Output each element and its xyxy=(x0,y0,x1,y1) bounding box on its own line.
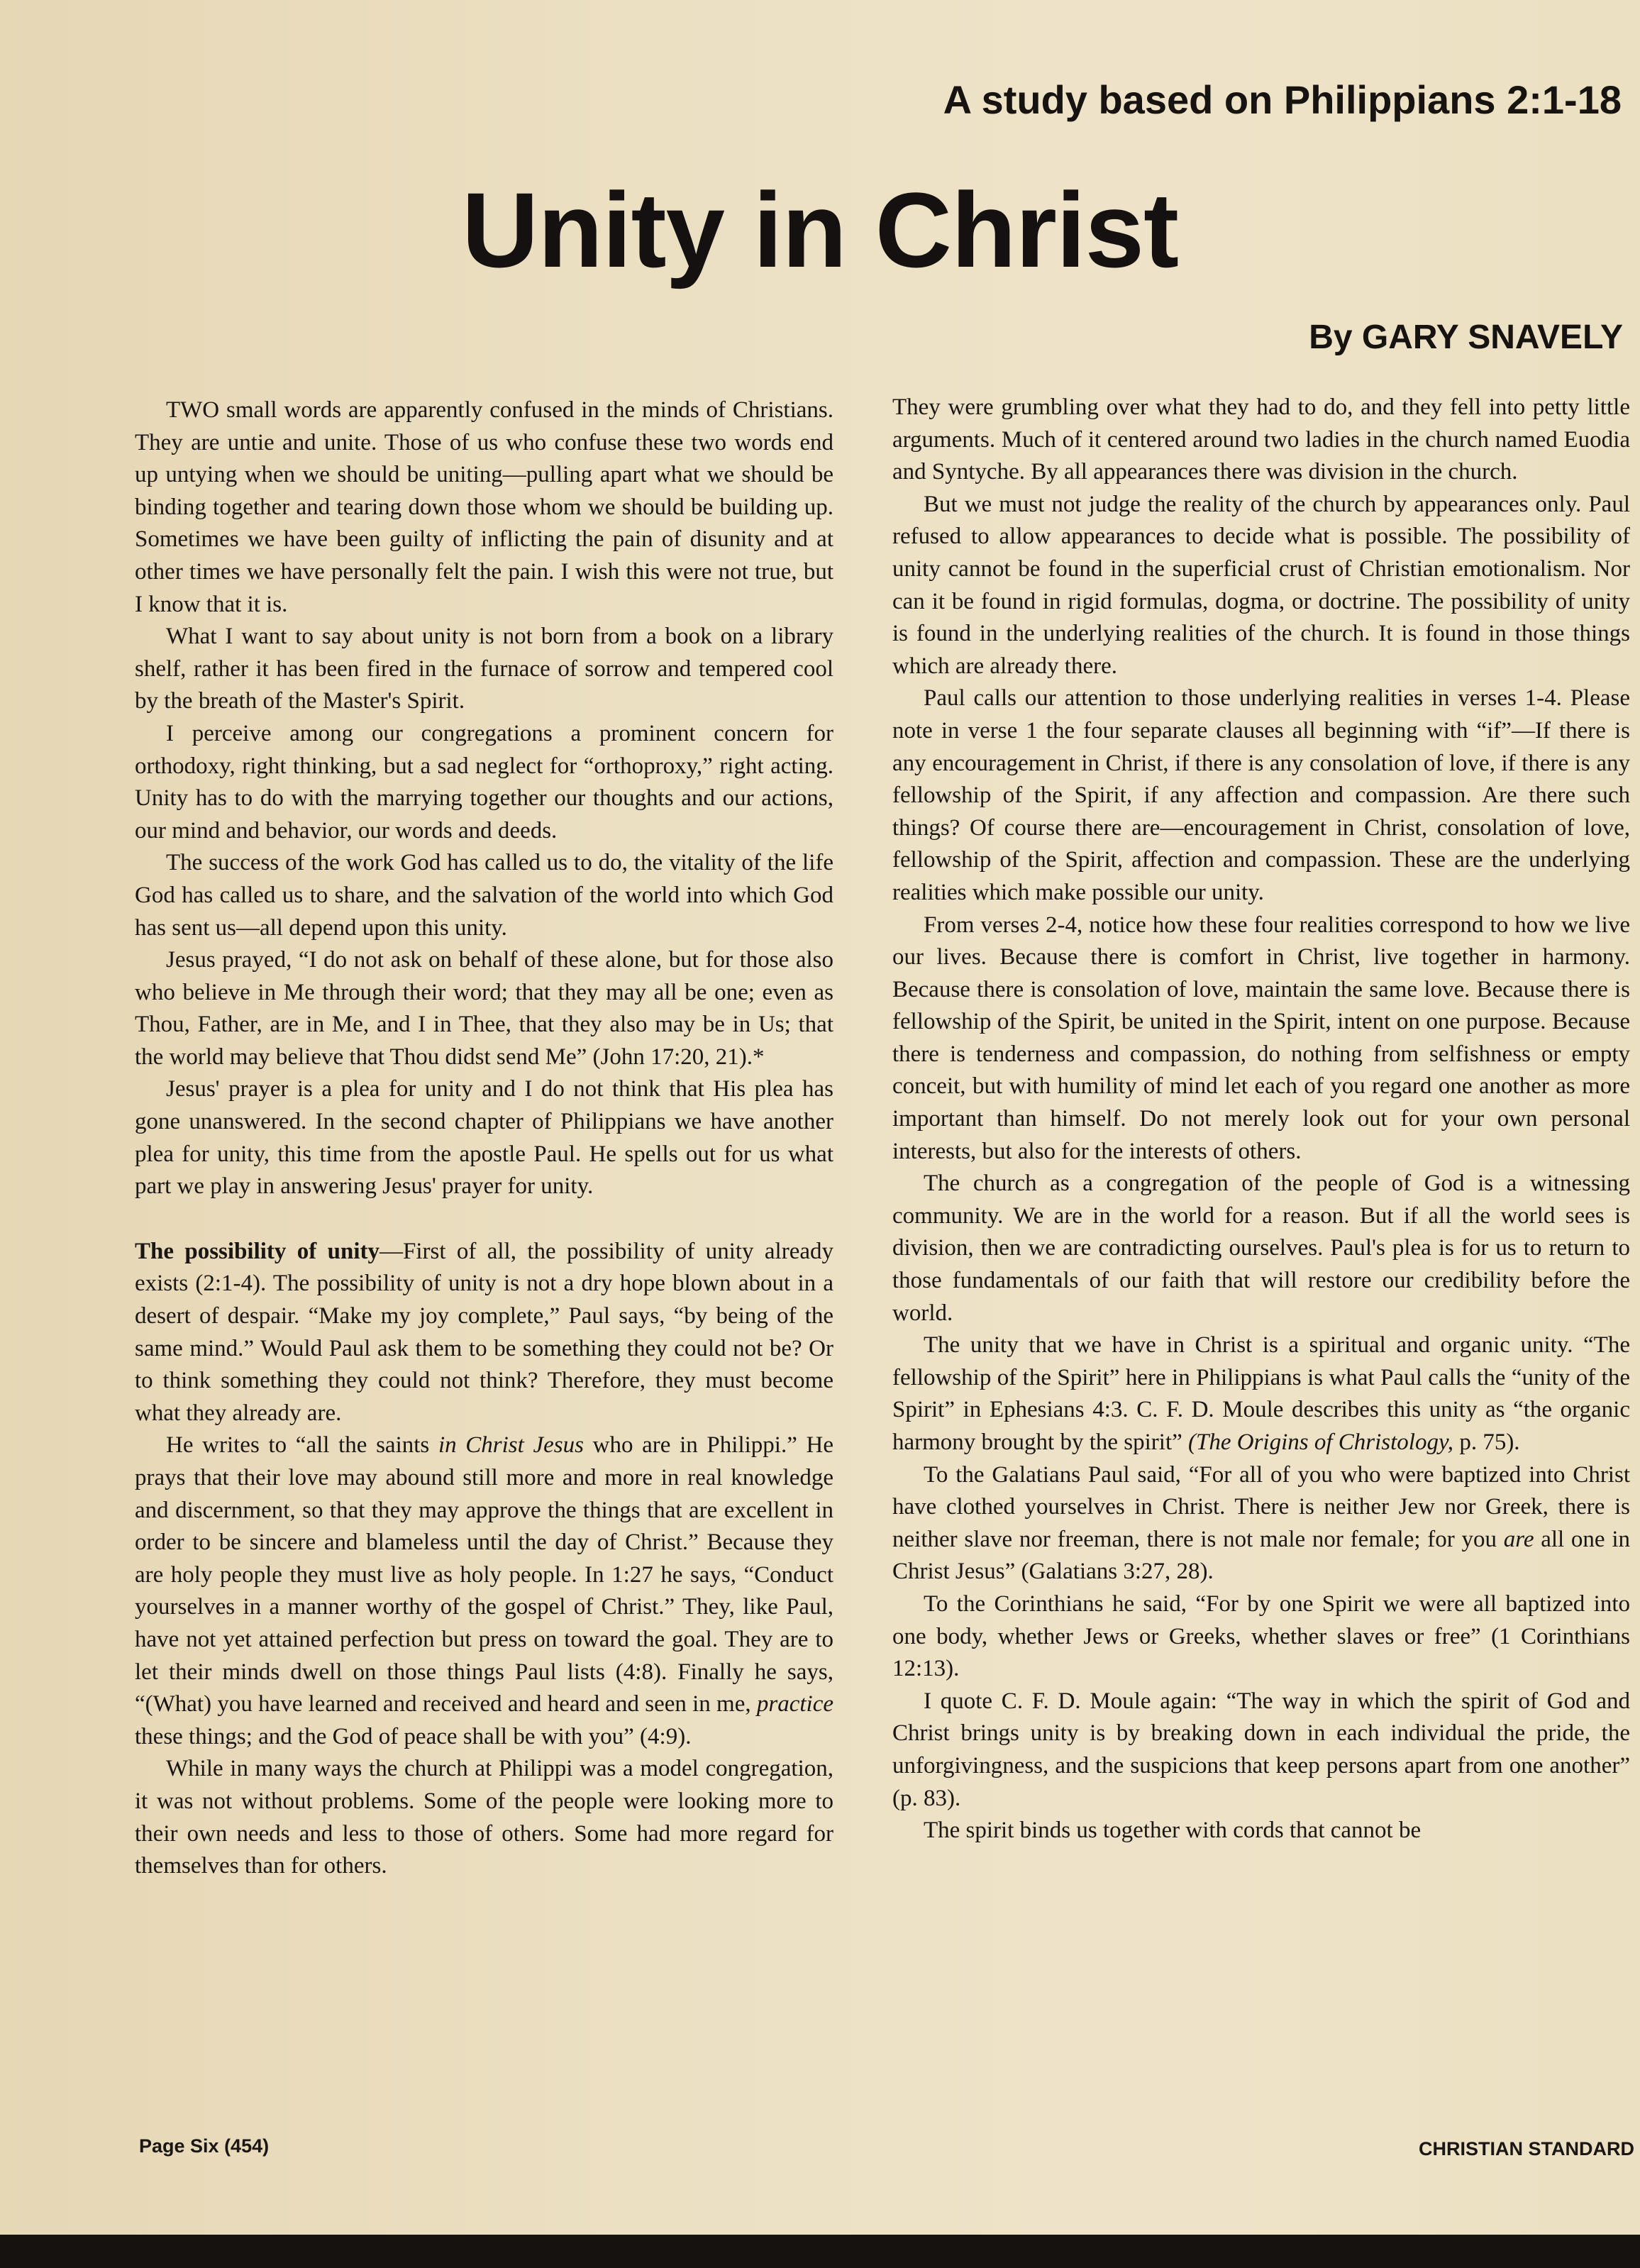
body-paragraph: Paul calls our attention to those underlying realities in verses 1-4. Please note in verse 1 the four separate clauses all beginning with “if”—If there is any encouragement in Christ, if there is any consolation of love, if there is any fellowship of the Spirit, if any affection and compassion. Are there such things? Of course there are—encouragement in Christ, consolation of love, fellowship of the Spirit, affection and compassion. These are the underlying realities which make possible our unity. xyxy=(892,685,1630,905)
article-title: Unity in Christ xyxy=(461,170,1179,289)
text-run: all one in Christ Jesus” (Galatians 3:27, 28). xyxy=(892,1526,1630,1585)
italic-run: practice xyxy=(756,1691,833,1717)
body-paragraph: To the Corinthians he said, “For by one Spirit we were all baptized into one body, whether Jews or Greeks, whether slaves or free” (1 Corinthians 12:13). xyxy=(892,1591,1630,1682)
text-run: He writes to “all the saints xyxy=(166,1432,438,1459)
body-paragraph: While in many ways the church at Philippi was a model congregation, it was not without problems. Some of the people were looking more to their own needs and less to those of others. Some had more regard for themselves than for others. xyxy=(135,1756,833,1879)
right-column xyxy=(892,392,1630,1847)
page-folio: Page Six (454) xyxy=(139,2135,270,2157)
body-paragraph xyxy=(135,1429,833,1753)
text-run: who are in Philippi.” He prays that their love may abound still more and more in real knowledge and discernment, so that they may approve the things that are excellent in order to be sincere and blameless until the day of Christ.” Because they are holy people they must live as holy people. In 1:27 he says, “Conduct yourselves in a manner worthy of the gospel of Christ.” They, like Paul, have not yet attained perfection but press on toward the goal. They are to let their minds dwell on those things Paul lists (4:8). Finally he says, “(What) you have learned and received and heard and seen in me, xyxy=(135,1432,834,1717)
subhead-paragraph xyxy=(135,1236,833,1430)
body-paragraph: Jesus' prayer is a plea for unity and I do not think that His plea has gone unanswered. In the second chapter of Philippians we have another plea for unity, this time from the apostle Paul. He spells out for us what part we play in answering Jesus' prayer for unity. xyxy=(135,1076,833,1200)
italic-run: (The Origins of Christology, xyxy=(1188,1429,1454,1455)
body-paragraph xyxy=(892,1459,1630,1588)
article-byline: By GARY SNAVELY xyxy=(1309,319,1623,356)
text-run: The unity that we have in Christ is a spiritual and organic unity. “The fellowship of the Spirit” here in Philippians is what Paul calls the “unity of the Spirit” in Ephesians 4:3. C. F. D. Moule describes this unity as “the organic harmony brought by the spirit” xyxy=(892,1332,1630,1455)
body-paragraph: What I want to say about unity is not born from a book on a library shelf, rather it has been fired in the furnace of sorrow and tempered cool by the breath of the Master's Spirit. xyxy=(135,624,833,714)
body-paragraph: The success of the work God has called us to do, the vitality of the life God has called us to share, and the salvation of the world into which God has sent us—all depend upon this unity. xyxy=(135,850,833,941)
subhead-text: —First of all, the possibility of unity already exists (2:1-4). The possibility of unity is not a dry hope blown about in a desert of despair. “Make my joy complete,” Paul says, “by being of the same mind.” Would Paul ask them to be something they could not be? Or to think something they could not think? Therefore, they must become what they already are. xyxy=(135,1238,834,1426)
body-paragraph: The spirit binds us together with cords that cannot be xyxy=(924,1818,1422,1844)
body-paragraph: I perceive among our congregations a prominent concern for orthodoxy, right thinking, but a sad neglect for “orthoproxy,” right acting. Unity has to do with the marrying together our thoughts and our actions, our mind and behavior, our words and deeds. xyxy=(135,720,833,843)
body-paragraph: TWO small words are apparently confused in the minds of Christians. They are untie and unite. Those of us who confuse these two words end up untying when we should be uniting—pulling apart what we should be binding together and tearing down those whom we should be building up. Sometimes we have been guilty of inflicting the pain of disunity and at other times we have personally felt the pain. I wish this were not true, but I know that it is. xyxy=(135,397,833,617)
text-run: these things; and the God of peace shall be with you” (4:9). xyxy=(135,1723,692,1749)
body-paragraph: Jesus prayed, “I do not ask on behalf of these alone, but for those also who believe in Me through their word; that they may all be one; even as Thou, Father, are in Me, and I in Thee, that they also may be in Us; that the world may believe that Thou didst send Me” (John 17:20, 21).* xyxy=(135,947,833,1070)
body-paragraph: But we must not judge the reality of the church by appearances only. Paul refused to allow appearances to decide what is possible. The possibility of unity cannot be found in the superficial crust of Christian emotionalism. Nor can it be found in rigid formulas, dogma, or doctrine. The possibility of unity is found in the underlying realities of the church. It is found in those things which are already there. xyxy=(892,491,1630,679)
text-run: p. 75). xyxy=(1453,1429,1520,1455)
left-column xyxy=(135,394,833,1883)
section-subhead: The possibility of unity xyxy=(135,1238,379,1264)
page-bottom-edge xyxy=(0,2235,1640,2268)
magazine-name: CHRISTIAN STANDARD xyxy=(1419,2138,1634,2159)
article-kicker: A study based on Philippians 2:1-18 xyxy=(943,77,1622,122)
text-run: To the Galatians Paul said, “For all of you who were baptized into Christ have clothed yourselves in Christ. There is neither Jew nor Greek, there is neither slave nor freeman, there is not male nor female; for you xyxy=(892,1461,1630,1552)
body-paragraph: From verses 2-4, notice how these four realities correspond to how we live our lives. Because there is comfort in Christ, live together in harmony. Because there is consolation of love, maintain the same love. Because there is fellowship of the Spirit, be united in the Spirit, intent on one purpose. Because there is tenderness and compassion, do nothing from selfishness or empty conceit, but with humility of mind let each of you regard one another as more important than himself. Do not merely look out for your own personal interests, but also for the interests of others. xyxy=(892,912,1630,1164)
body-paragraph: They were grumbling over what they had to do, and they fell into petty little arguments. Much of it centered around two ladies in the church named Euodia and Syntyche. By all appearances there was division in the church. xyxy=(892,394,1630,485)
italic-run: are xyxy=(1503,1526,1534,1552)
italic-run: in Christ Jesus xyxy=(438,1432,584,1459)
body-paragraph xyxy=(892,1329,1630,1459)
body-paragraph: The church as a congregation of the people of God is a witnessing community. We are in the world for a reason. But if all the world sees is division, then we are contradicting ourselves. Paul's plea is for us to return to those fundamentals of our faith that will restore our credibility before the world. xyxy=(892,1171,1630,1326)
body-paragraph: I quote C. F. D. Moule again: “The way in which the spirit of God and Christ brings unity is by breaking down in each individual the pride, the unforgivingness, and the suspicions that keep persons apart from one another” (p. 83). xyxy=(892,1688,1630,1811)
